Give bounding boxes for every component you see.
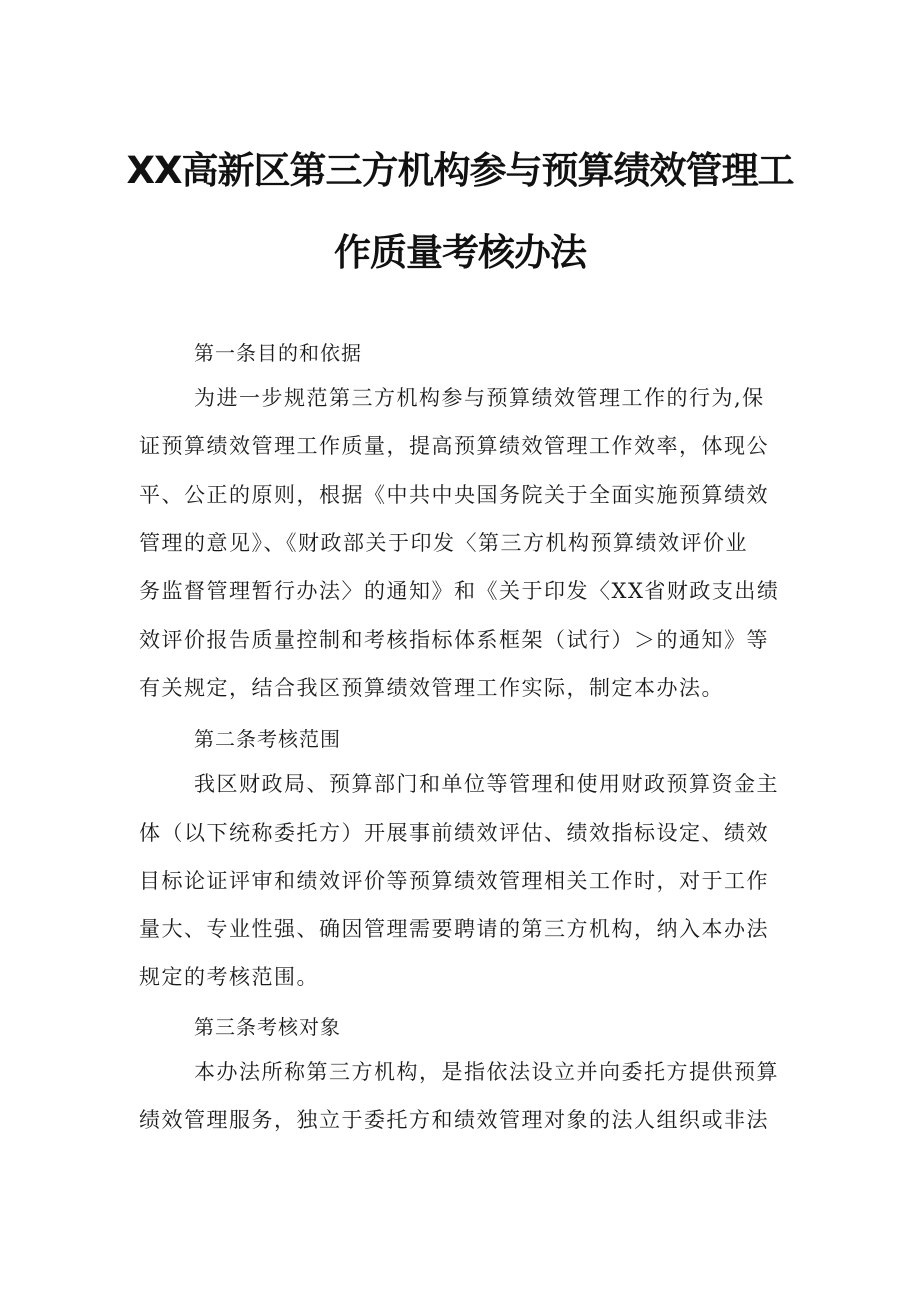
article-3-heading: 第三条考核对象 [194, 1015, 341, 1039]
article-2-line-4: 量大、专业性强、确因管理需要聘请的第三方机构，纳入本办法 [139, 917, 769, 941]
article-2-line-1: 我区财政局、预算部门和单位等管理和使用财政预算资金主 [194, 772, 779, 796]
article-2-line-3: 目标论证评审和绩效评价等预算绩效管理相关工作时，对于工作 [139, 869, 769, 893]
article-2-heading: 第二条考核范围 [194, 727, 341, 751]
article-1-line-6: 效评价报告质量控制和考核指标体系框架（试行）＞的通知》等 [139, 628, 769, 652]
article-3-line-1: 本办法所称第三方机构，是指依法设立并向委托方提供预算 [194, 1060, 779, 1084]
document-title-line-2: 作质量考核办法 [334, 231, 586, 274]
article-1-line-7: 有关规定，结合我区预算绩效管理工作实际，制定本办法。 [139, 676, 724, 700]
article-1-heading: 第一条目的和依据 [194, 341, 362, 365]
article-1-line-4: 管理的意见》、《财政部关于印发〈第三方机构预算绩效评价业 [139, 531, 748, 555]
article-1-line-5: 务监督管理暂行办法〉的通知》和《关于印发〈XX省财政支出绩 [139, 579, 780, 603]
article-1-line-2: 证预算绩效管理工作质量，提高预算绩效管理工作效率，体现公 [139, 434, 769, 458]
document-title-line-1: XX高新区第三方机构参与预算绩效管理工 [126, 149, 794, 192]
article-1-line-3: 平、公正的原则，根据《中共中央国务院关于全面实施预算绩效 [139, 483, 769, 507]
article-2-line-5: 规定的考核范围。 [139, 965, 319, 989]
article-2-line-2: 体（以下统称委托方）开展事前绩效评估、绩效指标设定、绩效 [139, 821, 769, 845]
article-1-line-1: 为进一步规范第三方机构参与预算绩效管理工作的行为,保 [194, 386, 765, 410]
article-3-line-2: 绩效管理服务，独立于委托方和绩效管理对象的法人组织或非法 [139, 1108, 769, 1132]
